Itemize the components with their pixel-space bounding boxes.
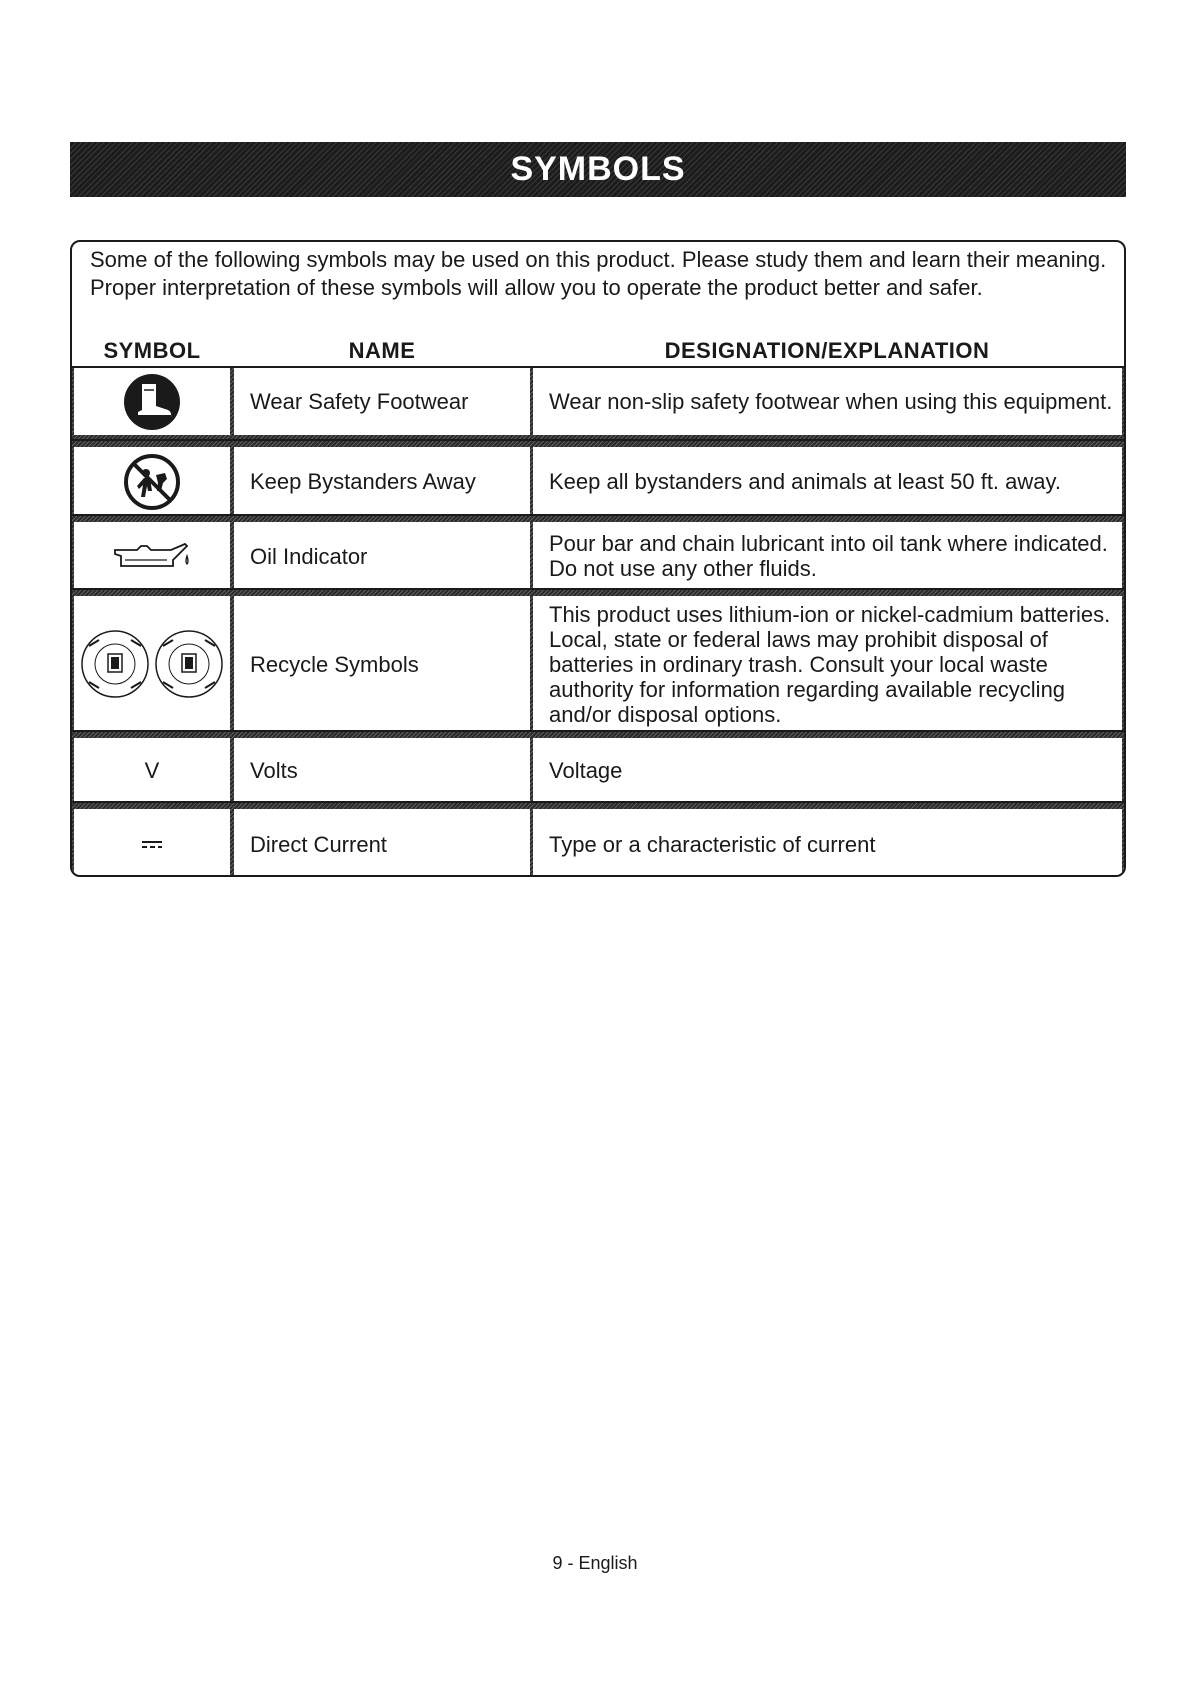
description-cell: Type or a characteristic of current [533,809,1122,877]
oil-can-icon [107,536,197,576]
name-cell: Wear Safety Footwear [234,368,530,435]
column-header-name: NAME [348,338,416,363]
symbol-cell [74,522,230,590]
name-cell: Oil Indicator [234,522,530,590]
section-banner [70,142,1126,197]
name-cell: Volts [234,738,530,803]
page-number: 9 - English [552,1553,638,1573]
description-cell: Voltage [533,738,1122,803]
name-cell: Direct Current [234,809,530,877]
recycle-seal-icon [77,626,227,702]
description-cell: Pour bar and chain lubricant into oil tank where indicated. Do not use any other fluids. [533,522,1122,590]
table-row [72,514,1124,588]
symbol-cell [74,368,230,435]
symbols-table [70,240,1126,877]
table-row [72,730,1124,801]
safety-footwear-icon [122,372,182,432]
symbol-cell [74,809,230,877]
column-header-designation: DESIGNATION/EXPLANATION [664,338,990,363]
table-row [72,439,1124,514]
table-row [72,588,1124,730]
intro-text: Some of the following symbols may be used on this product. Please study them and learn their meaning. Proper interpretation of these symbols will allow you to operate the product better and safer. [90,247,1107,300]
name-cell: Recycle Symbols [234,596,530,732]
symbol-cell [74,596,230,732]
keep-bystanders-away-icon [123,453,181,511]
description-cell: This product uses lithium-ion or nickel-cadmium batteries. Local, state or federal laws may prohibit disposal of batteries in ordinary trash. Consult your local waste authority for information regarding available recycling and/or disposal options. [533,596,1122,732]
table-row [72,801,1124,877]
description-cell: Keep all bystanders and animals at least 50 ft. away. [533,447,1122,516]
name-cell: Keep Bystanders Away [234,447,530,516]
table-row [72,366,1124,439]
section-title: SYMBOLS [510,150,686,188]
direct-current-icon [142,841,162,848]
symbol-cell [74,447,230,516]
column-header-symbol: SYMBOL [103,338,201,363]
volts-symbol: V [74,738,230,803]
description-cell: Wear non-slip safety footwear when using this equipment. [533,368,1122,435]
